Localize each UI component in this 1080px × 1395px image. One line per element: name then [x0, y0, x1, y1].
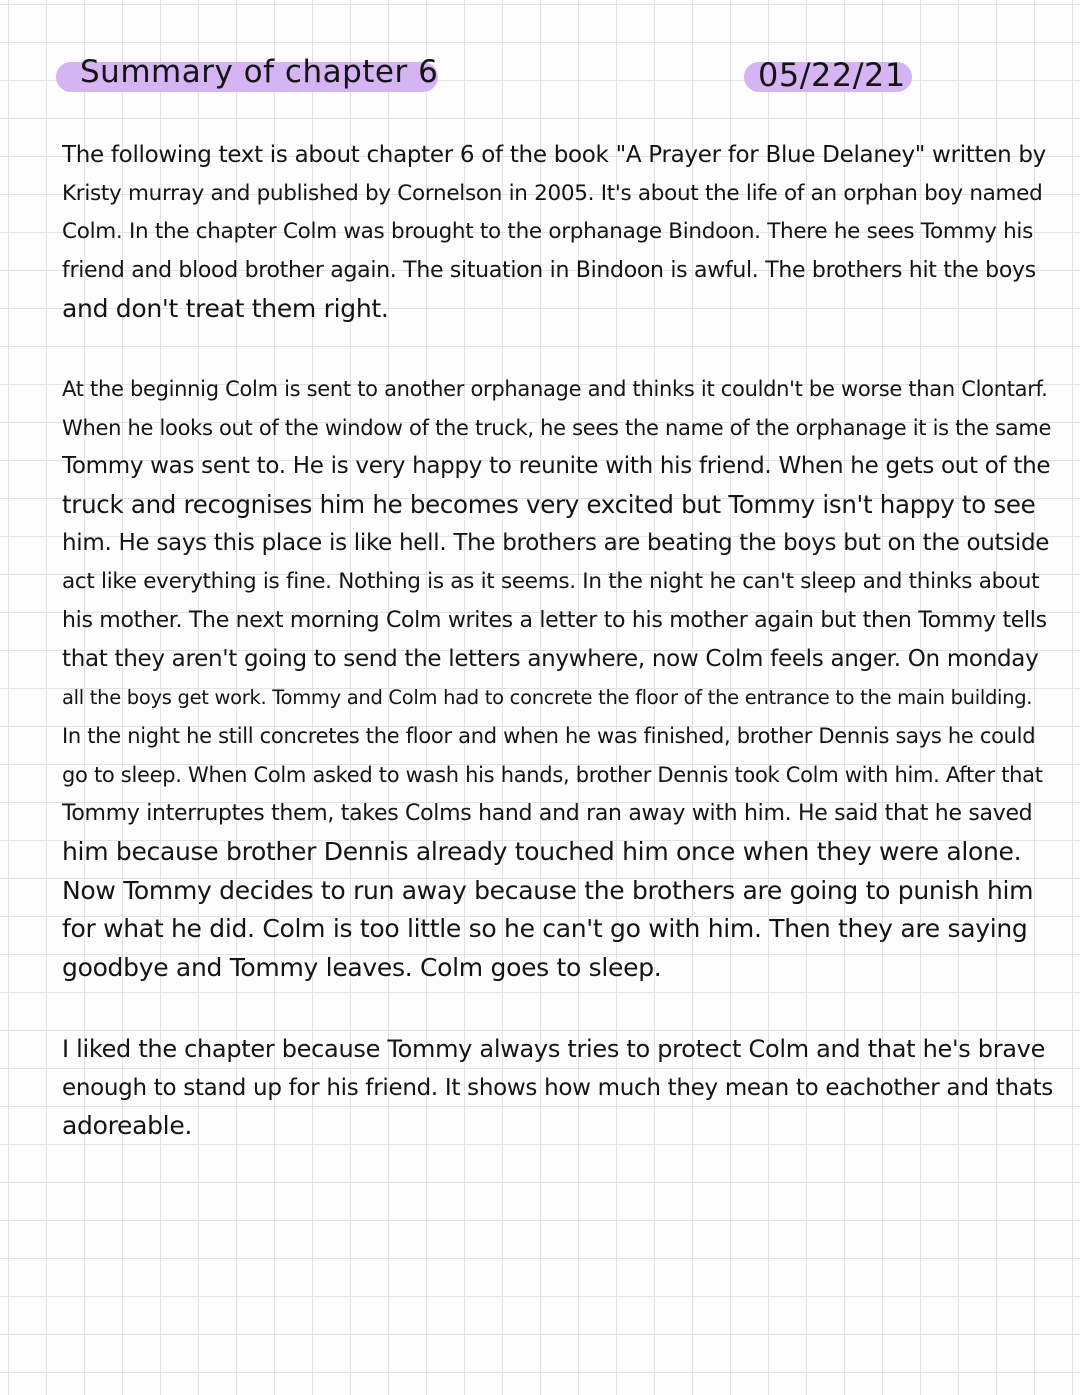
- text-line: Kristy murray and published by Cornelson in 2005. It's about the life of an orphan boy named: [62, 180, 1043, 206]
- text-line: for what he did. Colm is too little so he can't go with him. Then they are saying: [62, 914, 1028, 944]
- page-date: 05/22/21: [758, 56, 906, 94]
- text-line: him. He says this place is like hell. The brothers are beating the boys but on the outside: [62, 530, 1050, 557]
- paragraph-summary: [62, 370, 1054, 988]
- text-line: Colm. In the chapter Colm was brought to the orphanage Bindoon. There he sees Tommy his: [62, 219, 1033, 245]
- paragraph-intro: [62, 136, 1054, 329]
- text-line: adoreable.: [62, 1111, 193, 1141]
- text-line: act like everything is fine. Nothing is as it seems. In the night he can't sleep and thinks about: [62, 568, 1040, 594]
- text-line: and don't treat them right.: [62, 294, 389, 324]
- text-line: truck and recognises him he becomes very excited but Tommy isn't happy to see: [62, 489, 1036, 519]
- text-line: friend and blood brother again. The situation in Bindoon is awful. The brothers hit the boys: [62, 257, 1036, 283]
- text-line: When he looks out of the window of the truck, he sees the name of the orphanage it is the same: [62, 415, 1052, 440]
- text-line: that they aren't going to send the letters anywhere, now Colm feels anger. On monday: [62, 646, 1039, 673]
- text-line: Now Tommy decides to run away because the brothers are going to punish him: [62, 875, 1034, 905]
- text-line: enough to stand up for his friend. It shows how much they mean to eachother and thats: [62, 1074, 1053, 1101]
- text-line: Tommy interruptes them, takes Colms hand and ran away with him. He said that he saved: [62, 800, 1033, 826]
- text-line: his mother. The next morning Colm writes a letter to his mother again but then Tommy tells: [62, 607, 1047, 633]
- text-line: goodbye and Tommy leaves. Colm goes to sleep.: [62, 952, 662, 982]
- text-line: go to sleep. When Colm asked to wash his hands, brother Dennis took Colm with him. After that: [62, 762, 1043, 787]
- text-line: I liked the chapter because Tommy always tries to protect Colm and that he's brave: [62, 1035, 1046, 1063]
- text-line: all the boys get work. Tommy and Colm had to concrete the floor of the entrance to the main building.: [62, 685, 1033, 709]
- text-line: him because brother Dennis already touched him once when they were alone.: [62, 837, 1022, 867]
- paragraph-opinion: [62, 1030, 1054, 1146]
- text-line: The following text is about chapter 6 of the book "A Prayer for Blue Delaney" written by: [62, 142, 1046, 168]
- text-line: In the night he still concretes the floor and when he was finished, brother Dennis says he could: [62, 724, 1036, 749]
- text-line: At the beginnig Colm is sent to another orphanage and thinks it couldn't be worse than Clontarf.: [62, 377, 1048, 401]
- text-line: Tommy was sent to. He is very happy to reunite with his friend. When he gets out of the: [62, 453, 1051, 480]
- page-title: Summary of chapter 6: [80, 54, 439, 90]
